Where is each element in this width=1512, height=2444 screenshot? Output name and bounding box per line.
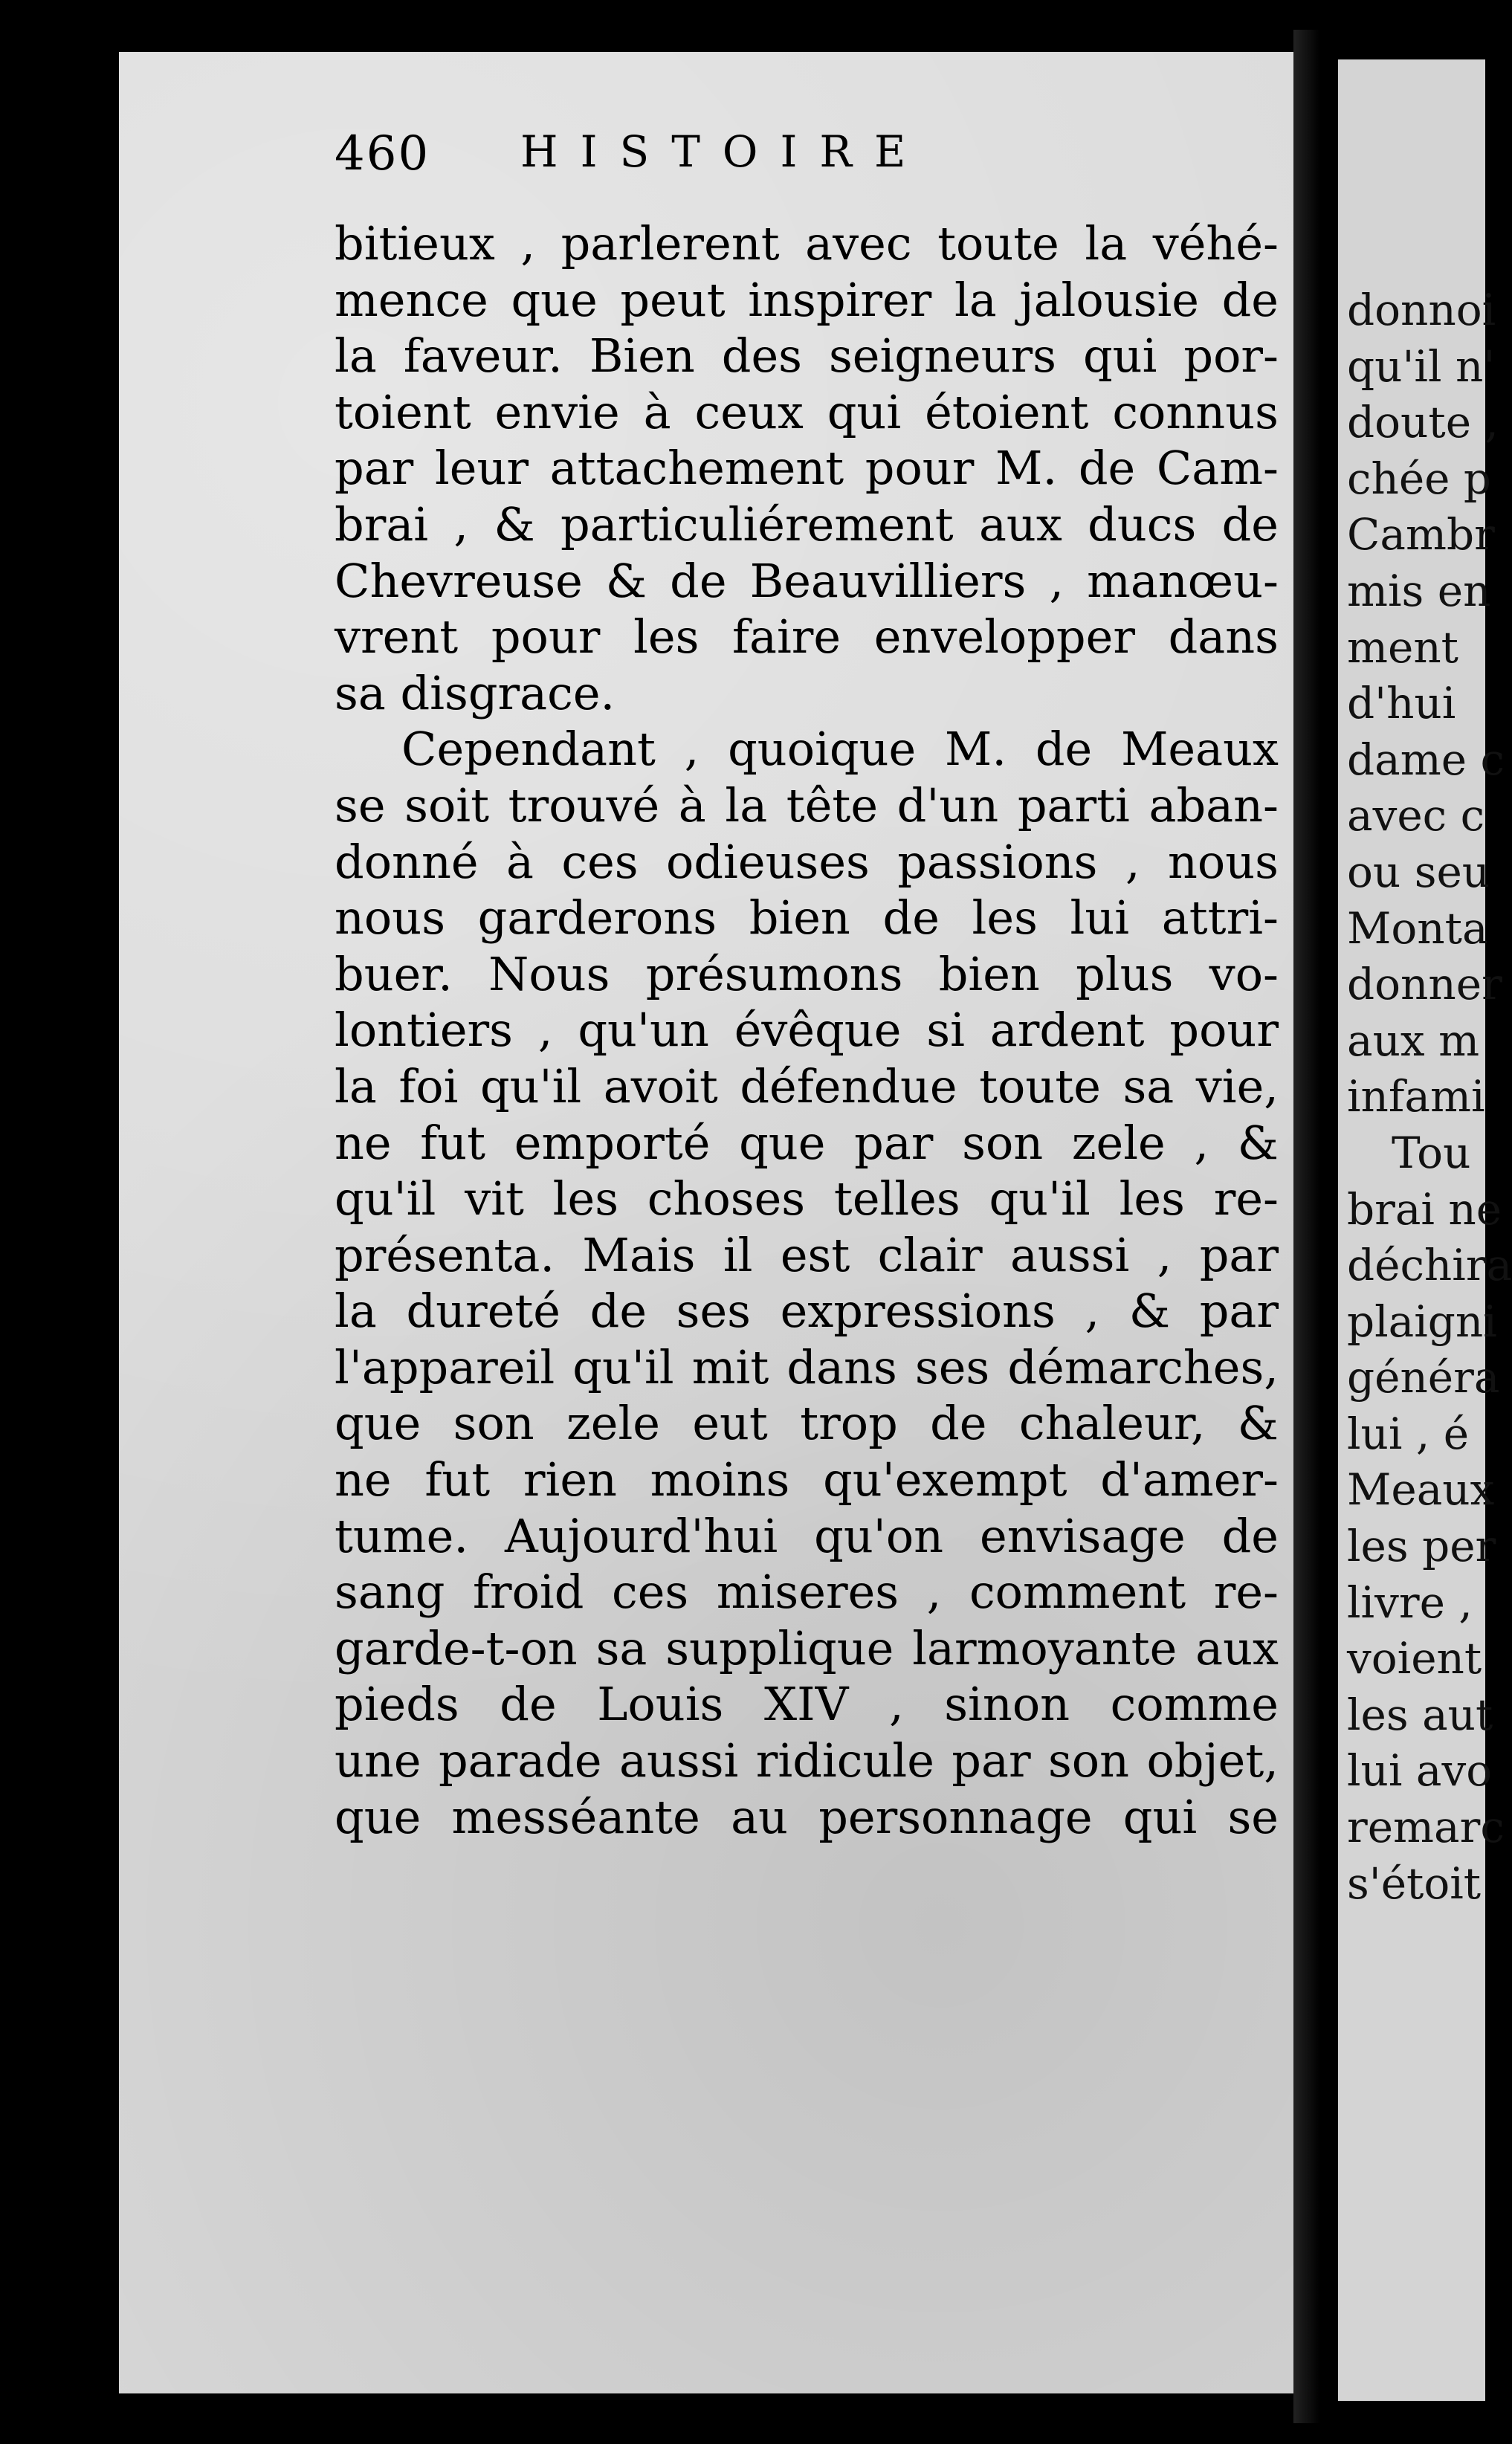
text-line: tume. Aujourd'hui qu'on envisage de [335,1508,1279,1563]
text-line: par leur attachement pour M. de Cam- [335,441,1279,496]
right-line: plaigni [1347,1296,1497,1347]
text-line: sa disgrace. [335,665,616,720]
right-line: généra [1347,1352,1500,1403]
text-line: la faveur. Bien des seigneurs qui por- [335,329,1279,384]
right-line: livre , [1347,1577,1473,1628]
text-line: que son zele eut trop de chaleur, & [335,1396,1279,1451]
page-number: 460 [335,126,430,181]
right-line: brai ne [1347,1183,1502,1235]
right-line: lui , é [1347,1408,1470,1459]
right-line: qu'il n' [1347,340,1496,392]
paragraph-start-line: Cependant , quoique M. de Meaux [401,722,1279,777]
right-line: ou seu [1347,846,1490,897]
right-line: infami [1347,1071,1485,1122]
text-line: Chevreuse & de Beauvilliers , manœu- [335,553,1279,608]
text-line: nous garderons bien de les lui attri- [335,890,1279,945]
right-line: ment [1347,621,1458,673]
right-line: déchira [1347,1240,1512,1291]
right-line: mis en [1347,565,1491,616]
running-title: HISTOIRE [520,126,928,177]
text-line: sang froid ces miseres , comment re- [335,1565,1279,1620]
text-line: pieds de Louis XIV , sinon comme [335,1677,1279,1732]
right-line: les per [1347,1521,1496,1572]
text-line: une parade aussi ridicule par son objet, [335,1733,1279,1788]
right-line: s'étoit [1347,1858,1482,1909]
right-line: Meaux [1347,1464,1495,1516]
text-line: la dureté de ses expressions , & par [335,1284,1279,1339]
right-line: voient [1347,1633,1482,1684]
text-line: buer. Nous présumons bien plus vo- [335,946,1279,1001]
text-line: garde-t-on sa supplique larmoyante aux [335,1620,1279,1675]
text-line: que messéante au personnage qui se [335,1789,1279,1844]
right-line: Tou [1392,1127,1471,1178]
text-line: bitieux , parlerent avec toute la véhé- [335,216,1279,271]
right-line: Monta [1347,902,1488,954]
text-line: brai , & particuliérement aux ducs de [335,497,1279,552]
text-line: l'appareil qu'il mit dans ses démarches, [335,1339,1279,1394]
text-line: la foi qu'il avoit défendue toute sa vie, [335,1058,1279,1113]
right-line: Cambr [1347,509,1495,560]
text-line: ne fut rien moins qu'exempt d'amer- [335,1452,1279,1507]
text-line: présenta. Mais il est clair aussi , par [335,1227,1279,1282]
right-line: doute , [1347,397,1499,448]
right-line: chée p [1347,453,1492,504]
right-line: remarc [1347,1802,1505,1853]
text-line: qu'il vit les choses telles qu'il les re- [335,1171,1279,1226]
text-line: ne fut emporté que par son zele , & [335,1115,1279,1170]
right-line: lui avo [1347,1745,1493,1797]
right-line: aux m [1347,1015,1480,1066]
right-line: d'hui [1347,678,1456,729]
right-page-text [1347,282,1512,1912]
right-page [1338,59,1512,2401]
right-line: avec c [1347,790,1485,841]
text-line: lontiers , qu'un évêque si ardent pour [335,1003,1279,1058]
text-line: toient envie à ceux qui étoient connus [335,384,1279,439]
text-line: vrent pour les faire envelopper dans [335,610,1279,665]
right-line: donner [1347,959,1502,1010]
body-text [335,216,1279,1845]
right-line: donnoi [1347,285,1496,335]
book-gutter [1293,30,1338,2423]
right-line: les aut [1347,1689,1493,1740]
text-line: mence que peut inspirer la jalousie de [335,272,1279,327]
text-line: donné à ces odieuses passions , nous [335,834,1279,889]
page-header [335,126,1100,193]
right-line: dame c [1347,734,1505,785]
text-line: se soit trouvé à la tête d'un parti aban- [335,778,1279,833]
